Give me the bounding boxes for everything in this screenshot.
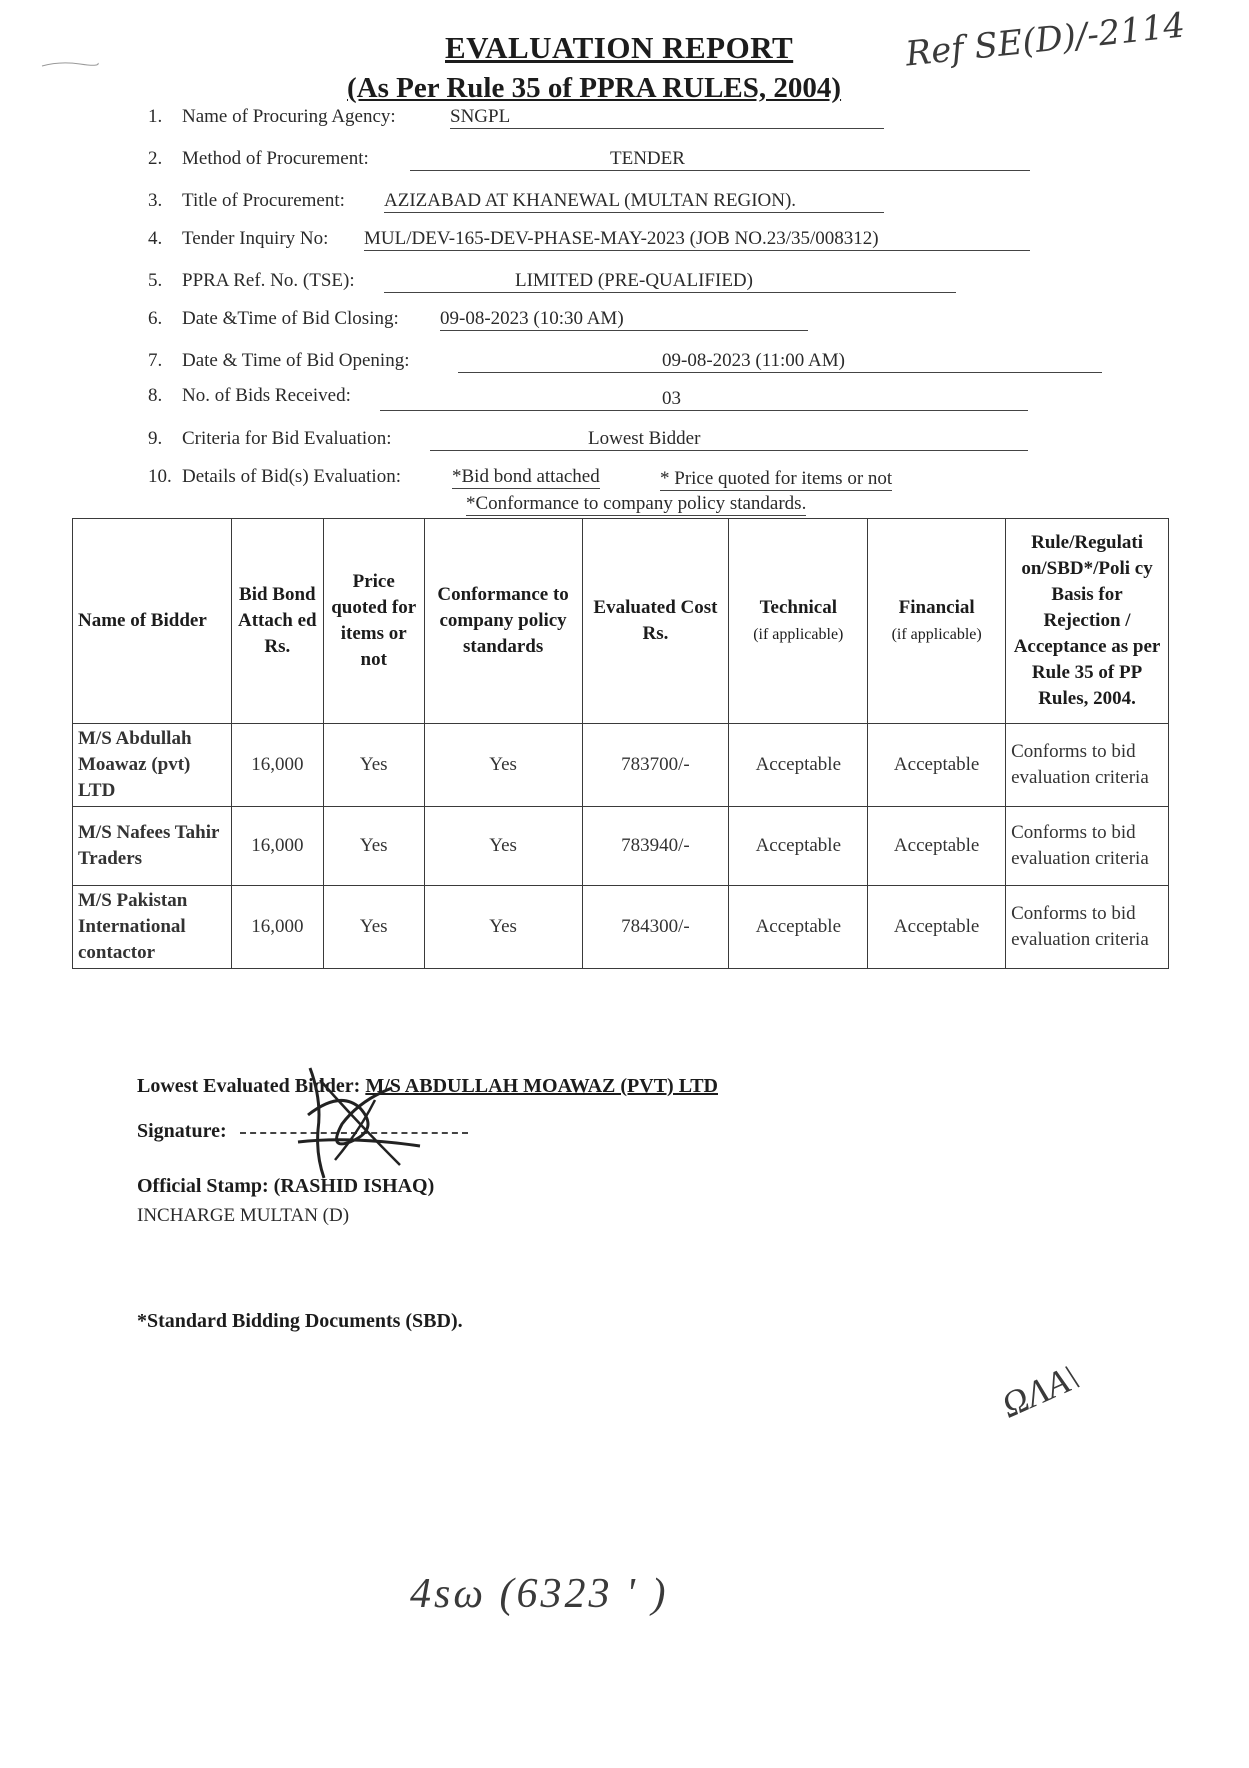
header-bid-bond: Bid Bond Attach ed Rs.	[231, 519, 323, 724]
price-quoted-value: Yes	[323, 807, 424, 886]
field-8-label: 8. No. of Bids Received:	[148, 385, 351, 406]
technical-value: Acceptable	[729, 724, 868, 807]
field-1-label: 1. Name of Procuring Agency:	[148, 106, 396, 127]
table-row	[73, 724, 1169, 807]
field-2-label: 2. Method of Procurement:	[148, 148, 369, 169]
field-10-label: 10. Details of Bid(s) Evaluation:	[148, 466, 401, 487]
scan-smudge	[40, 60, 100, 68]
bidder-name: M/S Nafees Tahir Traders	[73, 807, 232, 886]
rule-basis-value: Conforms to bid evaluation criteria	[1006, 724, 1169, 807]
official-stamp	[137, 1175, 434, 1198]
technical-value: Acceptable	[729, 807, 868, 886]
price-quoted-value: Yes	[323, 724, 424, 807]
header-name-of-bidder: Name of Bidder	[73, 519, 232, 724]
report-title: EVALUATION REPORT	[445, 30, 794, 65]
field-9-value: Lowest Bidder	[430, 428, 1028, 451]
lowest-bidder-label: Lowest Evaluated Bidder:	[137, 1075, 361, 1097]
bid-bond-value: 16,000	[231, 724, 323, 807]
technical-value: Acceptable	[729, 886, 868, 969]
bid-bond-value: 16,000	[231, 886, 323, 969]
bidder-name: M/S Pakistan International contactor	[73, 886, 232, 969]
field-6-label: 6. Date &Time of Bid Closing:	[148, 308, 399, 329]
signature-mark	[280, 1060, 430, 1190]
financial-value: Acceptable	[868, 886, 1006, 969]
field-10-value-price: * Price quoted for items or not	[660, 468, 893, 489]
conformance-value: Yes	[424, 807, 582, 886]
field-3-label: 3. Title of Procurement:	[148, 190, 345, 211]
sbd-footnote: *Standard Bidding Documents (SBD).	[137, 1310, 463, 1332]
field-7-value: 09-08-2023 (11:00 AM)	[458, 350, 1102, 373]
field-5-value: LIMITED (PRE-QUALIFIED)	[384, 270, 956, 293]
financial-value: Acceptable	[868, 724, 1006, 807]
field-9-label: 9. Criteria for Bid Evaluation:	[148, 428, 392, 449]
stamp-label: Official Stamp:	[137, 1175, 269, 1197]
bids-table	[72, 518, 1169, 969]
bidder-name: M/S Abdullah Moawaz (pvt) LTD	[73, 724, 232, 807]
bid-bond-value: 16,000	[231, 807, 323, 886]
field-6-value: 09-08-2023 (10:30 AM)	[440, 308, 808, 331]
rule-basis-value: Conforms to bid evaluation criteria	[1006, 886, 1169, 969]
handwritten-note-right: ΩΛΑ\	[995, 1356, 1085, 1426]
conformance-value: Yes	[424, 886, 582, 969]
header-financial: Financial (if applicable)	[868, 519, 1006, 724]
header-rule-basis: Rule/Regulati on/SBD*/Poli cy Basis for Rejection / Acceptance as per Rule 35 of PP Rules, 2004.	[1006, 519, 1169, 724]
field-8-value: 03	[380, 388, 1028, 411]
table-row	[73, 886, 1169, 969]
header-price-quoted: Price quoted for items or not	[323, 519, 424, 724]
field-4-value: MUL/DEV-165-DEV-PHASE-MAY-2023 (JOB NO.23/35/008312)	[364, 228, 1030, 251]
stamp-value: (RASHID ISHAQ)	[273, 1175, 435, 1197]
incharge-title: INCHARGE MULTAN (D)	[137, 1205, 350, 1226]
header-technical: Technical (if applicable)	[729, 519, 868, 724]
signature-label: Signature:	[137, 1120, 227, 1142]
field-10-value-bond: *Bid bond attached	[452, 466, 600, 487]
handwritten-note-bottom: 4sω (6323 ' )	[410, 1571, 669, 1617]
conformance-value: Yes	[424, 724, 582, 807]
table-header-row	[73, 519, 1169, 724]
handwritten-reference: Ref SE(D)/-2114	[903, 5, 1187, 75]
header-conformance: Conformance to company policy standards	[424, 519, 582, 724]
lowest-bidder-value: M/S ABDULLAH MOAWAZ (PVT) LTD	[365, 1075, 718, 1097]
field-3-value: AZIZABAD AT KHANEWAL (MULTAN REGION).	[384, 190, 884, 213]
price-quoted-value: Yes	[323, 886, 424, 969]
evaluated-cost-value: 783940/-	[582, 807, 729, 886]
rule-basis-value: Conforms to bid evaluation criteria	[1006, 807, 1169, 886]
table-row	[73, 807, 1169, 886]
field-5-label: 5. PPRA Ref. No. (TSE):	[148, 270, 355, 291]
financial-value: Acceptable	[868, 807, 1006, 886]
field-4-label: 4. Tender Inquiry No:	[148, 228, 329, 249]
field-2-value: TENDER	[410, 148, 1030, 171]
header-evaluated-cost: Evaluated Cost Rs.	[582, 519, 729, 724]
field-7-label: 7. Date & Time of Bid Opening:	[148, 350, 410, 371]
field-1-value: SNGPL	[450, 106, 884, 129]
report-subtitle: (As Per Rule 35 of PPRA RULES, 2004)	[347, 72, 842, 104]
evaluated-cost-value: 783700/-	[582, 724, 729, 807]
evaluated-cost-value: 784300/-	[582, 886, 729, 969]
field-10-value-conformance: *Conformance to company policy standards.	[466, 493, 807, 514]
